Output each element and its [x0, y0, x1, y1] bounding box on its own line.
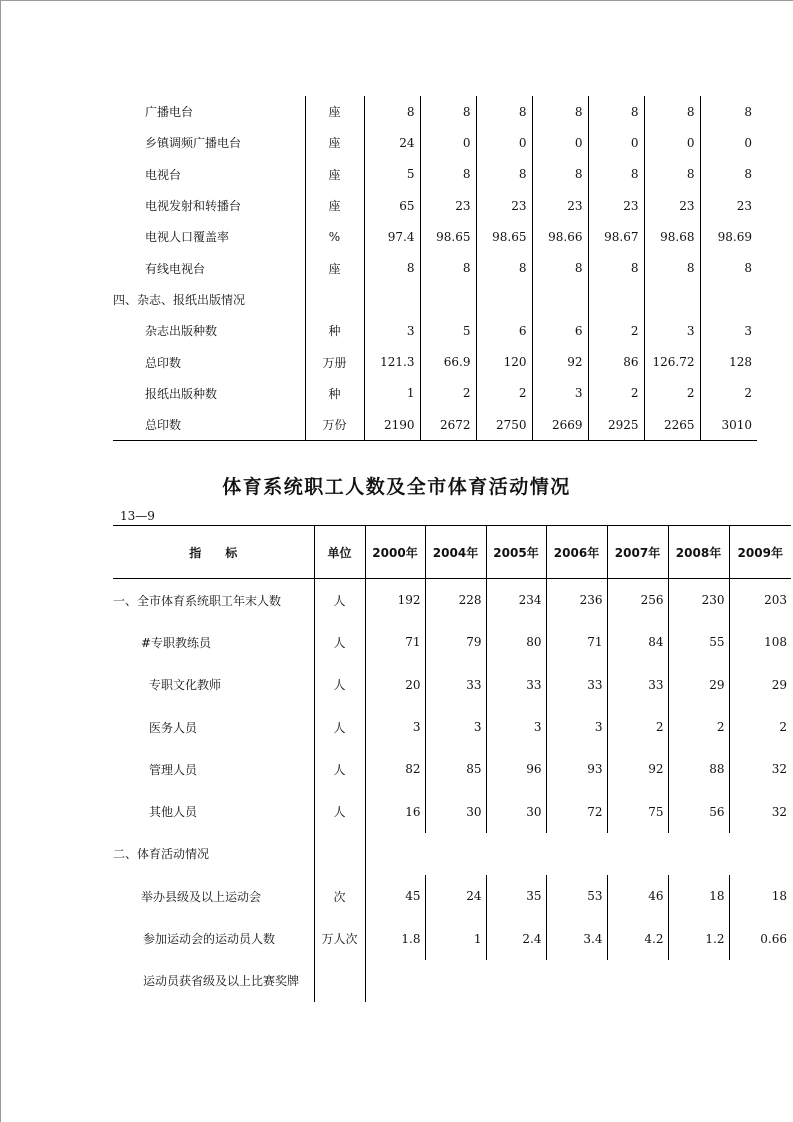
cell-value: 45: [365, 875, 425, 917]
cell-value: 23: [476, 190, 532, 221]
cell-value: 3.4: [546, 917, 607, 959]
cell-value: 230: [668, 579, 729, 622]
cell-value: 30: [425, 790, 486, 832]
cell-value: 8: [420, 159, 476, 190]
table-row: [113, 190, 757, 221]
cell-value: 98.65: [476, 221, 532, 252]
cell-value: 2: [744, 386, 752, 401]
cell-value: 2: [588, 378, 644, 409]
table-row: [113, 917, 791, 959]
row-unit: 座: [305, 252, 364, 283]
table-row: [113, 579, 791, 622]
cell-value: 8: [588, 252, 644, 283]
header-year: 2007年: [607, 526, 668, 579]
cell-value: 23: [420, 190, 476, 221]
row-unit: 万册: [305, 346, 364, 377]
cell-value: 18: [668, 875, 729, 917]
cell-value: 16: [365, 790, 425, 832]
cell-value: 126.72: [644, 346, 700, 377]
table-row: [113, 127, 757, 158]
cell-value: 8: [420, 252, 476, 283]
cell-value: 3: [365, 706, 425, 748]
cell-value: 2: [476, 378, 532, 409]
cell-value: 33: [607, 664, 668, 706]
cell-value: 84: [607, 621, 668, 663]
cell-value: 65: [364, 190, 420, 221]
cell-value: 228: [425, 579, 486, 622]
section-row: [113, 284, 757, 315]
row-label: 一、全市体育系统职工年末人数: [113, 593, 282, 608]
row-label: 杂志出版种数: [145, 324, 218, 339]
cell-value: 6: [476, 315, 532, 346]
table-row: [113, 790, 791, 832]
row-label: 电视台: [145, 167, 182, 182]
header-year: 2009年: [729, 526, 791, 579]
cell-value: 18: [771, 889, 787, 904]
cell-value: 8: [588, 96, 644, 127]
header-year: 2008年: [668, 526, 729, 579]
cell-value: 23: [588, 190, 644, 221]
cell-value: 20: [365, 664, 425, 706]
sports-statistics-table: [113, 525, 791, 1002]
cell-value: 71: [365, 621, 425, 663]
row-unit: 人: [314, 790, 365, 832]
header-year: 2005年: [486, 526, 546, 579]
row-label: 举办县级及以上运动会: [141, 889, 262, 904]
table-header: [113, 526, 791, 579]
row-label: 广播电台: [145, 105, 194, 120]
cell-value: 3: [744, 323, 752, 338]
cell-value: 8: [532, 159, 588, 190]
cell-value: 33: [486, 664, 546, 706]
cell-value: 236: [546, 579, 607, 622]
table-title: 体育系统职工人数及全市体育活动情况: [222, 476, 571, 498]
cell-value: 192: [365, 579, 425, 622]
cell-value: 2: [607, 706, 668, 748]
table-row: [113, 159, 757, 190]
cell-value: 8: [744, 261, 752, 276]
row-unit: 座: [305, 127, 364, 158]
cell-value: 1.2: [668, 917, 729, 959]
row-label: 总印数: [113, 409, 305, 441]
table-row: [113, 315, 757, 346]
cell-value: 2: [644, 378, 700, 409]
cell-value: 2: [668, 706, 729, 748]
row-label: #专职教练员: [141, 635, 212, 650]
cell-value: 8: [532, 96, 588, 127]
table-row: [113, 748, 791, 790]
cell-value: 8: [420, 96, 476, 127]
cell-value: 3: [425, 706, 486, 748]
table-row: [113, 378, 757, 409]
cell-value: 8: [644, 252, 700, 283]
cell-value: 0: [476, 127, 532, 158]
cell-value: 3: [532, 378, 588, 409]
cell-value: 1.8: [365, 917, 425, 959]
cell-value: 53: [546, 875, 607, 917]
cell-value: 2.4: [486, 917, 546, 959]
table-row: [113, 875, 791, 917]
cell-value: 2: [779, 720, 787, 735]
row-unit: [305, 284, 364, 315]
row-label: 乡镇调频广播电台: [145, 136, 242, 151]
cell-value: 85: [425, 748, 486, 790]
cell-value: 2: [588, 315, 644, 346]
cell-value: 79: [425, 621, 486, 663]
cell-value: 75: [607, 790, 668, 832]
cell-value: 33: [425, 664, 486, 706]
cell-value: 33: [546, 664, 607, 706]
row-label: 运动员获省级及以上比赛奖牌: [143, 974, 300, 989]
cell-value: 86: [588, 346, 644, 377]
cell-value: 5: [420, 315, 476, 346]
row-label: 总印数: [145, 355, 182, 370]
cell-value: 2750: [476, 409, 532, 441]
cell-value: 96: [486, 748, 546, 790]
header-indicator: 指 标: [113, 526, 314, 579]
cell-value: 3: [546, 706, 607, 748]
cell-value: 2669: [532, 409, 588, 441]
cell-value: 46: [607, 875, 668, 917]
cell-value: 30: [486, 790, 546, 832]
cell-value: 108: [764, 635, 787, 650]
header-year: 2004年: [425, 526, 486, 579]
table-row: [113, 346, 757, 377]
cell-value: 256: [607, 579, 668, 622]
cell-value: 8: [744, 167, 752, 182]
cell-value: 92: [532, 346, 588, 377]
cell-value: 0: [744, 135, 752, 150]
row-unit: 种: [305, 378, 364, 409]
cell-value: 4.2: [607, 917, 668, 959]
cell-value: 234: [486, 579, 546, 622]
row-unit: 种: [305, 315, 364, 346]
row-unit: 万份: [305, 409, 364, 441]
cell-value: 120: [476, 346, 532, 377]
table-row: [113, 409, 757, 441]
cell-value: 24: [364, 127, 420, 158]
cell-value: 8: [364, 252, 420, 283]
cell-value: 8: [532, 252, 588, 283]
cell-value: 98.67: [588, 221, 644, 252]
cell-value: 8: [588, 159, 644, 190]
cell-value: 1: [364, 378, 420, 409]
section-label: 二、体育活动情况: [113, 847, 210, 862]
header-year: 2006年: [546, 526, 607, 579]
row-unit: 座: [305, 159, 364, 190]
cell-value: 32: [771, 804, 787, 819]
cell-value: 93: [546, 748, 607, 790]
table-number: 13—9: [120, 509, 155, 523]
row-label: 医务人员: [149, 720, 198, 735]
cell-value: 8: [644, 159, 700, 190]
table-row: [113, 706, 791, 748]
row-unit: [314, 833, 365, 875]
cell-value: 8: [476, 96, 532, 127]
row-label: 报纸出版种数: [145, 386, 218, 401]
row-unit: 万人次: [314, 917, 365, 959]
table-row: [113, 252, 757, 283]
table-row: [113, 221, 757, 252]
row-unit: %: [305, 221, 364, 252]
cell-value: 203: [764, 593, 787, 608]
cell-value: 56: [668, 790, 729, 832]
table-row: [113, 621, 791, 663]
cell-value: 23: [532, 190, 588, 221]
table-row: [113, 664, 791, 706]
cell-value: 72: [546, 790, 607, 832]
row-unit: [314, 960, 365, 1002]
cell-value: 98.68: [644, 221, 700, 252]
cell-value: 0: [420, 127, 476, 158]
row-unit: 座: [305, 96, 364, 127]
cell-value: 3010: [700, 409, 757, 441]
cell-value: 2: [420, 378, 476, 409]
row-unit: 人: [314, 664, 365, 706]
cell-value: 8: [476, 252, 532, 283]
row-label: 参加运动会的运动员人数: [143, 932, 276, 947]
section-row: [113, 833, 791, 875]
broadcast-publishing-table: [113, 96, 757, 441]
cell-value: 23: [736, 198, 752, 213]
header-unit: 单位: [314, 526, 365, 579]
cell-value: 97.4: [364, 221, 420, 252]
cell-value: 98.66: [532, 221, 588, 252]
cell-value: 35: [486, 875, 546, 917]
row-label: 有线电视台: [145, 261, 206, 276]
cell-value: 3: [364, 315, 420, 346]
cell-value: 2672: [420, 409, 476, 441]
row-unit: 人: [314, 748, 365, 790]
row-label: 专职文化教师: [149, 678, 222, 693]
cell-value: 98.65: [420, 221, 476, 252]
cell-value: 66.9: [420, 346, 476, 377]
cell-value: 0.66: [760, 931, 787, 946]
cell-value: 3: [644, 315, 700, 346]
cell-value: 0: [588, 127, 644, 158]
cell-value: 2190: [364, 409, 420, 441]
cell-value: 24: [425, 875, 486, 917]
cell-value: 32: [771, 762, 787, 777]
cell-value: 23: [644, 190, 700, 221]
row-unit: 人: [314, 621, 365, 663]
cell-value: 2925: [588, 409, 644, 441]
row-label: 电视发射和转播台: [145, 199, 242, 214]
cell-value: 128: [729, 355, 752, 370]
cell-value: 29: [771, 677, 787, 692]
header-year: 2000年: [365, 526, 425, 579]
cell-value: 55: [668, 621, 729, 663]
row-label: 管理人员: [149, 762, 198, 777]
cell-value: 6: [532, 315, 588, 346]
cell-value: 88: [668, 748, 729, 790]
cell-value: 8: [476, 159, 532, 190]
row-label: 其他人员: [149, 805, 198, 820]
cell-value: 8: [744, 104, 752, 119]
table-row: [113, 960, 791, 1002]
cell-value: 3: [486, 706, 546, 748]
cell-value: 80: [486, 621, 546, 663]
cell-value: 8: [644, 96, 700, 127]
table-row: [113, 96, 757, 127]
cell-value: 8: [364, 96, 420, 127]
row-unit: 次: [314, 875, 365, 917]
cell-value: 29: [668, 664, 729, 706]
section-label: 四、杂志、报纸出版情况: [113, 292, 246, 307]
cell-value: 82: [365, 748, 425, 790]
cell-value: 121.3: [364, 346, 420, 377]
row-unit: 人: [314, 706, 365, 748]
cell-value: 1: [425, 917, 486, 959]
cell-value: 0: [532, 127, 588, 158]
cell-value: 5: [364, 159, 420, 190]
row-label: 电视人口覆盖率: [145, 230, 230, 245]
cell-value: 2265: [644, 409, 700, 441]
cell-value: 71: [546, 621, 607, 663]
cell-value: 98.69: [717, 229, 752, 244]
row-unit: 座: [305, 190, 364, 221]
cell-value: 0: [644, 127, 700, 158]
cell-value: 92: [607, 748, 668, 790]
row-unit: 人: [314, 579, 365, 622]
